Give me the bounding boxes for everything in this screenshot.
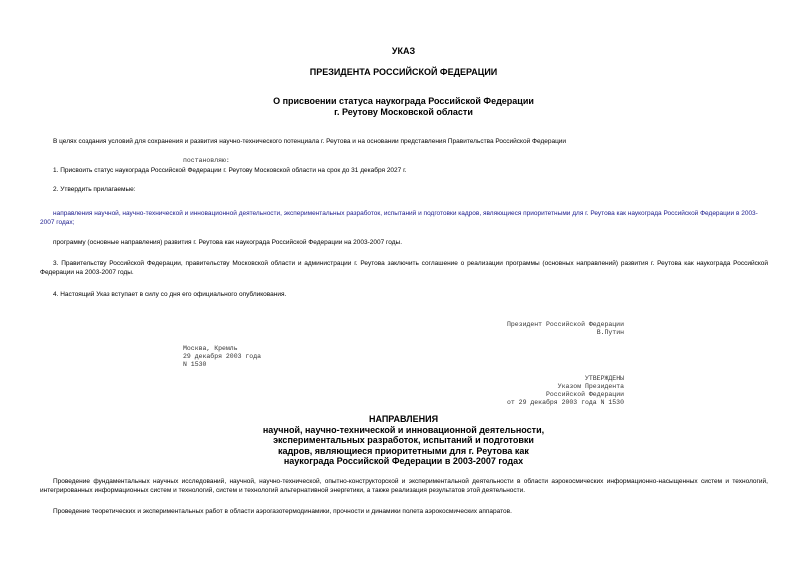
signing-date: 29 декабря 2003 года [183, 353, 262, 360]
item-4: 4. Настоящий Указ вступает в силу со дня его официального опубликования. [53, 291, 287, 298]
approval-block [440, 375, 624, 407]
document-issuer: ПРЕЗИДЕНТА РОССИЙСКОЙ ФЕДЕРАЦИИ [309, 67, 498, 77]
document-subject [0, 96, 807, 118]
document-title: УКАЗ [391, 46, 416, 56]
signature-block [440, 321, 624, 337]
directions-heading [0, 414, 807, 467]
approval-line-3: Российской Федерации [545, 391, 624, 398]
directions-paragraph-1: Проведение фундаментальных научных исследований, научной, научно-технической, опытно-конструкторской и экспериментальной деятельности в области аэрокосмических информационно-насыщенных систем и технологий, интегрированных информационных систем и технологий, систем и технологий альтернативной энергетики, а также реализация результатов этой деятельности. [40, 478, 768, 494]
directions-line-1: научной, научно-технической и инновационной деятельности, [262, 424, 545, 435]
signing-place: Москва, Кремль [183, 345, 238, 352]
directions-link[interactable]: направления научной, научно-технической и инновационной деятельности, экспериментальных разработок, испытаний и подготовки кадров, являющиеся приоритетными для г. Реутова как наукограда Российской Федерации в 2003-2007 годах; [40, 210, 758, 226]
decree-word: постановляю: [183, 157, 230, 164]
approval-line-2: Указом Президента [557, 383, 624, 390]
item-3: 3. Правительству Российской Федерации, правительству Московской области и администрации г. Реутова заключить соглашение о реализации программы (основных направлений) развития г. Реутова как наукограда Российской Федерации на 2003-2007 годы. [40, 260, 768, 276]
decree-number: N 1530 [183, 361, 207, 368]
approval-line-4: от 29 декабря 2003 года N 1530 [506, 399, 624, 406]
signature-name: В.Путин [596, 329, 624, 336]
subject-line-1: О присвоении статуса наукограда Российской Федерации [273, 96, 534, 106]
item-2-program: программу (основные направления) развития г. Реутова как наукограда Российской Федерации на 2003-2007 годы. [53, 239, 403, 246]
approval-line-1: УТВЕРЖДЕНЫ [584, 375, 624, 382]
directions-line-2: экспериментальных разработок, испытаний и подготовки [273, 435, 534, 445]
directions-line-3: кадров, являющиеся приоритетными для г. Реутова как [278, 445, 529, 456]
subject-line-2: г. Реутову Московской области [334, 107, 473, 117]
signature-position: Президент Российской Федерации [506, 321, 624, 328]
preamble-text: В целях создания условий для сохранения и развития научно-технического потенциала г. Реутова и на основании представления Правительства Российской Федерации [53, 138, 567, 145]
place-date-block [183, 345, 261, 369]
item-1: 1. Присвоить статус наукограда Российской Федерации г. Реутову Московской области на срок до 31 декабря 2027 г. [53, 167, 407, 174]
directions-paragraph-2: Проведение теоретических и экспериментальных работ в области аэрогазотермодинамики, прочности и динамики полета аэрокосмических аппаратов. [53, 508, 512, 515]
directions-title: НАПРАВЛЕНИЯ [368, 414, 439, 424]
directions-line-4: наукограда Российской Федерации в 2003-2007 годах [283, 456, 524, 466]
item-2: 2. Утвердить прилагаемые: [53, 186, 136, 193]
